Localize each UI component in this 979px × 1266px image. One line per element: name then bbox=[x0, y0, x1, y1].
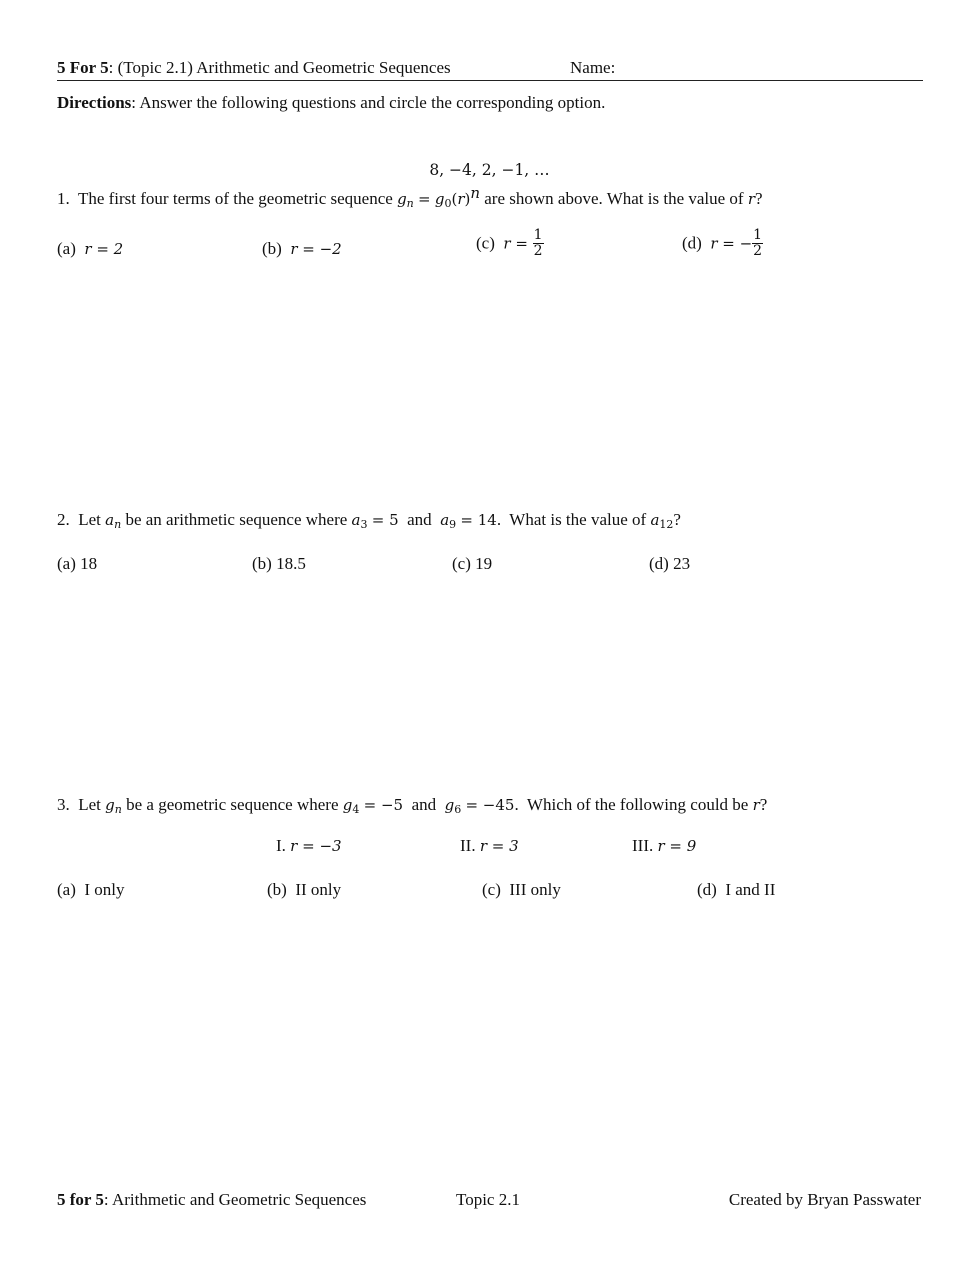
q3-option-c[interactable]: (c) III only bbox=[482, 880, 561, 899]
q3-statement-2: II. r = 3 bbox=[460, 836, 519, 855]
directions-text: : Answer the following questions and circle the corresponding option. bbox=[131, 93, 606, 112]
q1-text-b: are shown above. What is the value of bbox=[484, 189, 744, 208]
q1-number: 1. bbox=[57, 189, 70, 208]
worksheet-header bbox=[57, 58, 451, 78]
q1-option-a[interactable]: (a) r = 2 bbox=[57, 239, 124, 258]
q2-option-b[interactable]: (b) 18.5 bbox=[252, 554, 306, 573]
q1-option-b[interactable]: (b) r = −2 bbox=[262, 239, 342, 258]
q1-text-a: The first four terms of the geometric sequence bbox=[77, 189, 393, 208]
q2-option-a[interactable]: (a) 18 bbox=[57, 554, 98, 573]
fraction: $\frac{1}{2}$ bbox=[753, 227, 763, 259]
footer-title: 5 for 5: Arithmetic and Geometric Sequences bbox=[57, 1190, 367, 1209]
q1-option-c[interactable]: (c) r = $\frac{1}{2}$ bbox=[476, 227, 543, 259]
footer-topic: Topic 2.1 bbox=[456, 1190, 520, 1209]
q2-option-c[interactable]: (c) 19 bbox=[452, 554, 493, 573]
q3-option-a[interactable]: (a) I only bbox=[57, 880, 125, 899]
q2-option-d[interactable]: (d) 23 bbox=[649, 554, 691, 573]
q3-number: 3. bbox=[57, 795, 70, 814]
q1-formula: $g_n$ bbox=[397, 190, 414, 210]
header-divider bbox=[57, 80, 923, 81]
directions-label: Directions bbox=[57, 93, 132, 112]
footer-credit: Created by Bryan Passwater bbox=[728, 1190, 921, 1209]
name-label: Name: bbox=[570, 58, 616, 77]
directions bbox=[57, 93, 605, 113]
q1-sequence: 8, −4, 2, −1, … bbox=[429, 161, 550, 179]
q3-statement-3: III. r = 9 bbox=[632, 836, 697, 855]
q1-prompt: 1. The first four terms of the geometric sequence $g_n = g_0(r)^n$ are shown above. What is the value of r? bbox=[57, 184, 763, 210]
q2-number: 2. bbox=[57, 510, 70, 529]
q3-statement-1: I. r = −3 bbox=[276, 836, 342, 855]
q3-option-b[interactable]: (b) II only bbox=[267, 880, 342, 899]
q2-prompt: 2. Let $a_n$ be an arithmetic sequence where $a_3 = 5$ and $a_9 = 14$. What is the value of $a_{12}$? bbox=[57, 510, 681, 531]
q3-option-d[interactable]: (d) I and II bbox=[697, 880, 776, 899]
worksheet-title: : (Topic 2.1) Arithmetic and Geometric Sequences bbox=[108, 58, 451, 77]
q1-option-d[interactable]: (d) r = − $\frac{1}{2}$ bbox=[682, 227, 763, 259]
q3-prompt: 3. Let $g_n$ be a geometric sequence where $g_4 = -5$ and $g_6 = -45$. Which of the following could be r? bbox=[57, 795, 768, 816]
fraction: $\frac{1}{2}$ bbox=[533, 227, 543, 259]
series-title: 5 For 5 bbox=[57, 58, 109, 77]
